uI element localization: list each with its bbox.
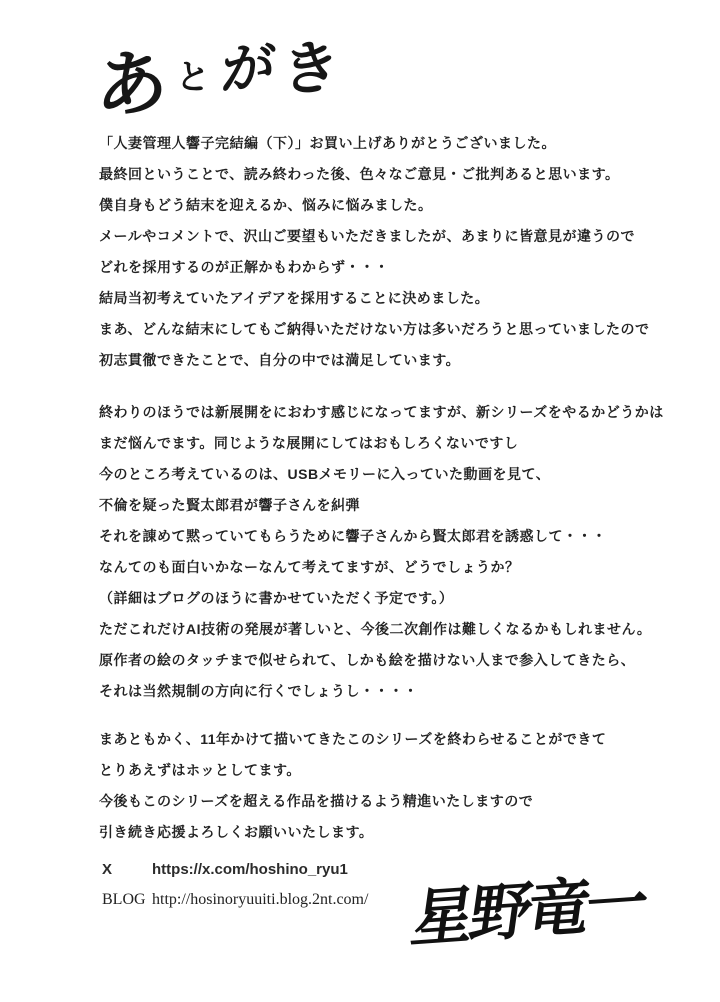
text-line: まだ悩んでます。同じような展開にしてはおもしろくないですし <box>99 435 519 451</box>
text-line: 引き続き応援よろしくお願いいたします。 <box>99 824 374 840</box>
afterword-body <box>99 128 679 848</box>
afterword-paragraph <box>99 397 679 707</box>
text-line: 今のところ考えているのは、USBメモリーに入っていた動画を見て、 <box>99 466 551 482</box>
text-line: 初志貫徹できたことで、自分の中では満足しています。 <box>99 352 461 368</box>
artist-signature: 星野竜一 <box>407 865 649 956</box>
afterword-paragraph <box>99 724 679 848</box>
text-line: 僕自身もどう結末を迎えるか、悩みに悩みました。 <box>99 197 433 213</box>
text-line: （詳細はブログのほうに書かせていただく予定です。） <box>99 590 454 606</box>
afterword-paragraph <box>99 128 679 376</box>
text-line: 原作者の絵のタッチまで似せられて、しかも絵を描けない人まで参入してきたら、 <box>99 652 636 668</box>
text-line: まあともかく、11年かけて描いてきたこのシリーズを終わらせることができて <box>99 731 607 747</box>
text-line: 不倫を疑った賢太郎君が響子さんを糾弾 <box>99 497 360 513</box>
blog-label: BLOG <box>102 891 146 908</box>
title-char: あ <box>94 38 170 129</box>
title-char: き <box>280 32 341 105</box>
text-line: なんてのも面白いかなーなんて考えてますが、どうでしょうか？ <box>99 559 520 575</box>
text-line: 「人妻管理人響子完結編（下）」お買い上げありがとうございました。 <box>99 135 556 151</box>
text-line: ただこれだけAI技術の発展が著しいと、今後二次創作は難しくなるかもしれません。 <box>99 621 652 637</box>
page-title <box>94 32 342 129</box>
text-line: 結局当初考えていたアイデアを採用することに決めました。 <box>99 290 490 306</box>
text-line: 最終回ということで、読み終わった後、色々なご意見・ご批判あると思います。 <box>99 166 620 182</box>
text-line: まあ、どんな結末にしてもご納得いただけない方は多いだろうと思っていましたので <box>99 321 650 337</box>
blog-url: http://hosinoryuuiti.blog.2nt.com/ <box>152 891 369 908</box>
text-line: 今後もこのシリーズを超える作品を描けるよう精進いたしますので <box>99 793 534 809</box>
text-line: どれを採用するのが正解かもわからず・・・ <box>99 259 389 275</box>
blog-link-row <box>102 885 368 915</box>
x-link-row <box>102 855 368 885</box>
text-line: とりあえずはホッとしてます。 <box>99 762 301 778</box>
x-label: X <box>102 861 113 878</box>
text-line: それは当然規制の方向に行くでしょうし・・・・ <box>99 683 418 699</box>
contact-links <box>102 855 368 915</box>
text-line: 終わりのほうでは新展開をにおわす感じになってますが、新シリーズをやるかどうかは <box>99 404 664 420</box>
title-char: が <box>219 33 278 102</box>
x-url: https://x.com/hoshino_ryu1 <box>152 861 348 878</box>
title-char: と <box>174 56 212 99</box>
text-line: それを諌めて黙っていてもらうために響子さんから賢太郎君を誘惑して・・・ <box>99 528 607 544</box>
text-line: メールやコメントで、沢山ご要望もいただきましたが、あまりに皆意見が違うので <box>99 228 635 244</box>
